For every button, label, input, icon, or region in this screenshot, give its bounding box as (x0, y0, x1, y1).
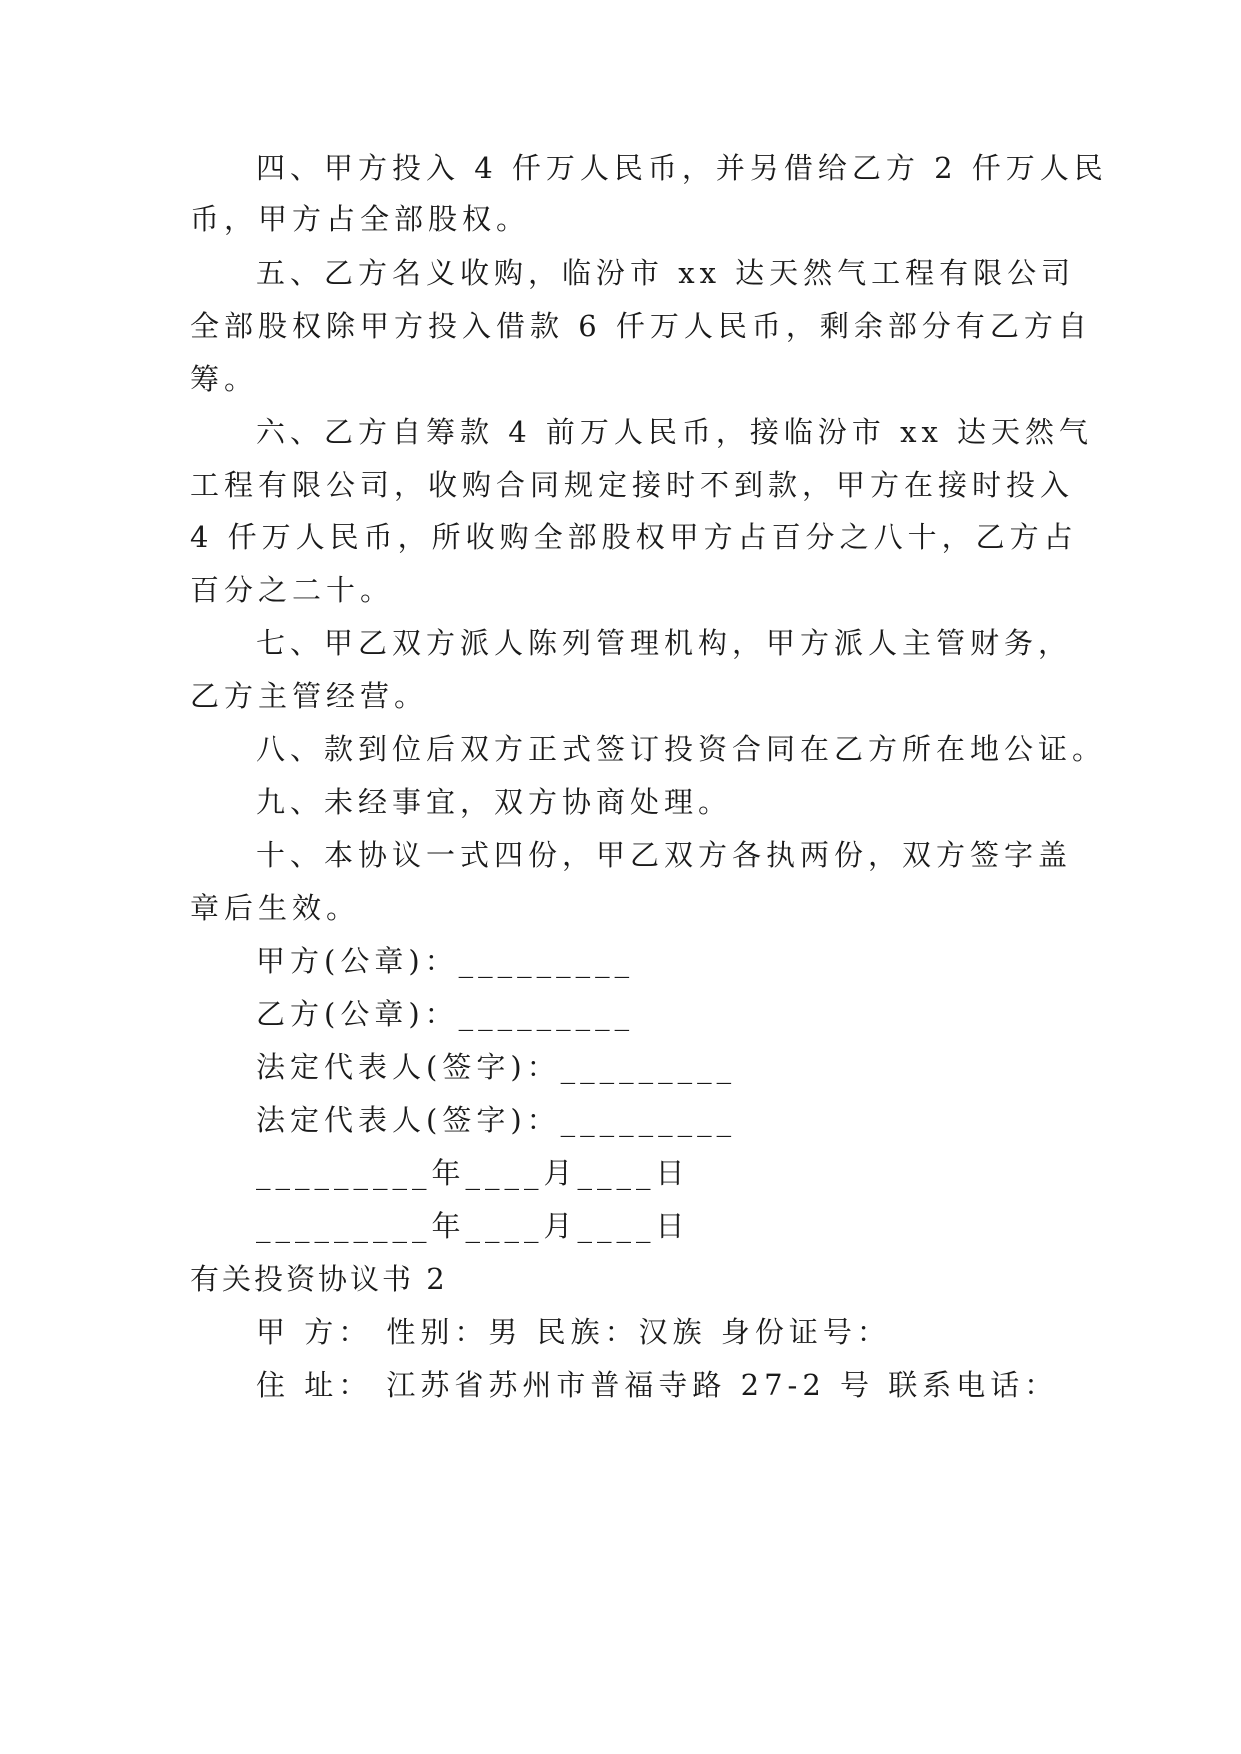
paragraph-8-line-1: 八、款到位后双方正式签订投资合同在乙方所在地公证。 (256, 732, 1107, 766)
paragraph-6-line-4: 百分之二十。 (190, 573, 395, 607)
signature-date-2: _________年____月____日 (256, 1209, 690, 1243)
paragraph-9-line-1: 九、未经事宜，双方协商处理。 (256, 785, 733, 819)
document-2-title: 有关投资协议书 2 (190, 1262, 448, 1296)
signature-party-a-seal: 甲方(公章)：_________ (256, 944, 635, 978)
paragraph-7-line-2: 乙方主管经营。 (190, 679, 429, 713)
paragraph-6-line-1: 六、乙方自筹款 4 前万人民币，接临汾市 xx 达天然气 (256, 415, 1094, 449)
signature-legal-rep-2: 法定代表人(签字)：_________ (256, 1103, 737, 1137)
signature-legal-rep-1: 法定代表人(签字)：_________ (256, 1050, 737, 1084)
paragraph-4-line-1: 四、甲方投入 4 仟万人民币，并另借给乙方 2 仟万人民 (256, 151, 1108, 185)
paragraph-4-line-2: 币，甲方占全部股权。 (190, 202, 531, 236)
paragraph-6-line-2: 工程有限公司，收购合同规定接时不到款，甲方在接时投入 (190, 468, 1075, 502)
paragraph-5-line-3: 筹。 (190, 362, 259, 396)
paragraph-10-line-2: 章后生效。 (190, 891, 361, 925)
signature-party-b-seal: 乙方(公章)：_________ (256, 997, 635, 1031)
signature-date-1: _________年____月____日 (256, 1156, 690, 1190)
paragraph-5-line-2: 全部股权除甲方投入借款 6 仟万人民币，剩余部分有乙方自 (190, 309, 1092, 343)
paragraph-7-line-1: 七、甲乙双方派人陈列管理机构，甲方派人主管财务， (256, 626, 1073, 660)
paragraph-10-line-1: 十、本协议一式四份，甲乙双方各执两份，双方签字盖 (256, 838, 1073, 872)
party-a-info-line: 甲 方： 性别：男 民族：汉族 身份证号： (256, 1315, 891, 1349)
paragraph-5-line-1: 五、乙方名义收购，临汾市 xx 达天然气工程有限公司 (256, 256, 1076, 290)
paragraph-6-line-3: 4 仟万人民币，所收购全部股权甲方占百分之八十，乙方占 (190, 520, 1078, 554)
address-line: 住 址： 江苏省苏州市普福寺路 27-2 号 联系电话： (256, 1368, 1059, 1402)
